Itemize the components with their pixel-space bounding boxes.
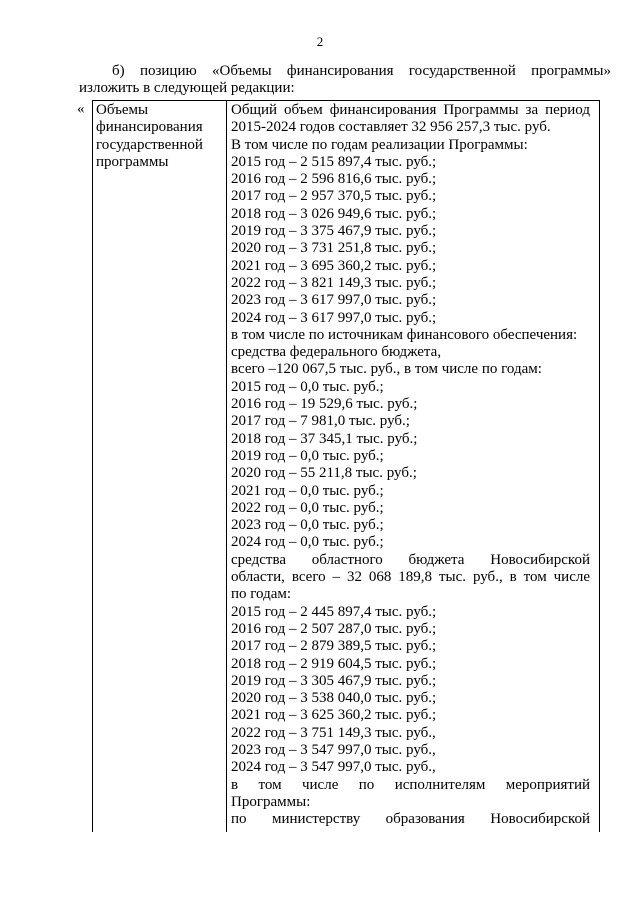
intro-paragraph [79,63,611,97]
funding-detail-line: 2022 год – 3 751 149,3 тыс. руб., [231,724,436,741]
funding-detail-line: 2024 год – 3 617 997,0 тыс. руб.; [231,309,437,326]
funding-detail-line: всего –120 067,5 тыс. руб., в том числе по годам: [231,361,542,378]
funding-detail-line: 2020 год – 55 211,8 тыс. руб.; [231,465,417,482]
funding-detail-line: 2024 год – 0,0 тыс. руб.; [231,534,384,551]
intro-line-1: б) позицию «Объемы финансирования государственной программы» [112,63,611,79]
funding-detail-line: 2022 год – 0,0 тыс. руб.; [231,499,384,516]
page-number: 2 [316,34,324,49]
funding-detail-line: области, всего – 32 068 189,8 тыс. руб., в том числе [231,569,590,586]
funding-detail-line: 2024 год – 3 547 997,0 тыс. руб., [231,759,436,776]
funding-detail-line: средства областного бюджета Новосибирской [231,551,590,568]
funding-detail-line: 2017 год – 2 957 370,5 тыс. руб.; [231,188,437,205]
funding-detail-line: В том числе по годам реализации Программы: [231,136,528,153]
position-name-cell [96,102,222,171]
funding-detail-line: 2018 год – 3 026 949,6 тыс. руб.; [231,205,437,222]
funding-detail-line: 2018 год – 2 919 604,5 тыс. руб.; [231,655,437,672]
opening-quote-mark: « [77,101,85,117]
position-name-line: финансирования [96,119,203,136]
funding-detail-line: Программы: [231,793,311,810]
position-name-line: программы [96,153,169,170]
funding-detail-line: 2018 год – 37 345,1 тыс. руб.; [231,430,418,447]
funding-detail-line: 2022 год – 3 821 149,3 тыс. руб.; [231,274,437,291]
funding-detail-line: 2017 год – 7 981,0 тыс. руб.; [231,413,410,430]
funding-detail-line: 2015-2024 годов составляет 32 956 257,3 тыс. руб. [231,119,551,136]
funding-detail-line: 2017 год – 2 879 389,5 тыс. руб.; [231,638,437,655]
position-name-line: Объемы [96,102,149,118]
funding-detail-line: 2019 год – 0,0 тыс. руб.; [231,447,384,464]
funding-detail-line: 2015 год – 0,0 тыс. руб.; [231,378,384,395]
funding-detail-line: 2023 год – 3 547 997,0 тыс. руб., [231,741,436,758]
funding-details-cell [231,102,590,828]
funding-detail-line: 2016 год – 2 507 287,0 тыс. руб.; [231,620,437,637]
funding-detail-line: 2015 год – 2 445 897,4 тыс. руб.; [231,603,437,620]
funding-detail-line: 2016 год – 2 596 816,6 тыс. руб.; [231,171,437,188]
funding-detail-line: 2016 год – 19 529,6 тыс. руб.; [231,396,418,413]
funding-detail-line: в том числе по источникам финансового обеспечения: [231,326,578,343]
funding-detail-line: 2023 год – 3 617 997,0 тыс. руб.; [231,292,437,309]
funding-detail-line: 2021 год – 3 625 360,2 тыс. руб.; [231,707,437,724]
funding-detail-line: 2021 год – 3 695 360,2 тыс. руб.; [231,257,437,274]
funding-table [92,100,600,832]
funding-detail-line: Общий объем финансирования Программы за период [231,102,590,118]
funding-detail-line: по годам: [231,586,292,603]
intro-line-2: изложить в следующей редакции: [79,80,295,96]
funding-detail-line: 2020 год – 3 538 040,0 тыс. руб.; [231,690,437,707]
funding-detail-line: 2019 год – 3 305 467,9 тыс. руб.; [231,672,437,689]
funding-detail-line: средства федерального бюджета, [231,344,442,361]
funding-detail-line: в том числе по исполнителям мероприятий [231,776,590,793]
position-name-line: государственной [96,136,203,153]
funding-detail-line: по министерству образования Новосибирской [231,811,590,828]
funding-detail-line: 2015 год – 2 515 897,4 тыс. руб.; [231,153,437,170]
column-divider [226,101,227,832]
funding-detail-line: 2020 год – 3 731 251,8 тыс. руб.; [231,240,437,257]
funding-detail-line: 2019 год – 3 375 467,9 тыс. руб.; [231,223,437,240]
funding-detail-line: 2021 год – 0,0 тыс. руб.; [231,482,384,499]
funding-detail-line: 2023 год – 0,0 тыс. руб.; [231,517,384,534]
